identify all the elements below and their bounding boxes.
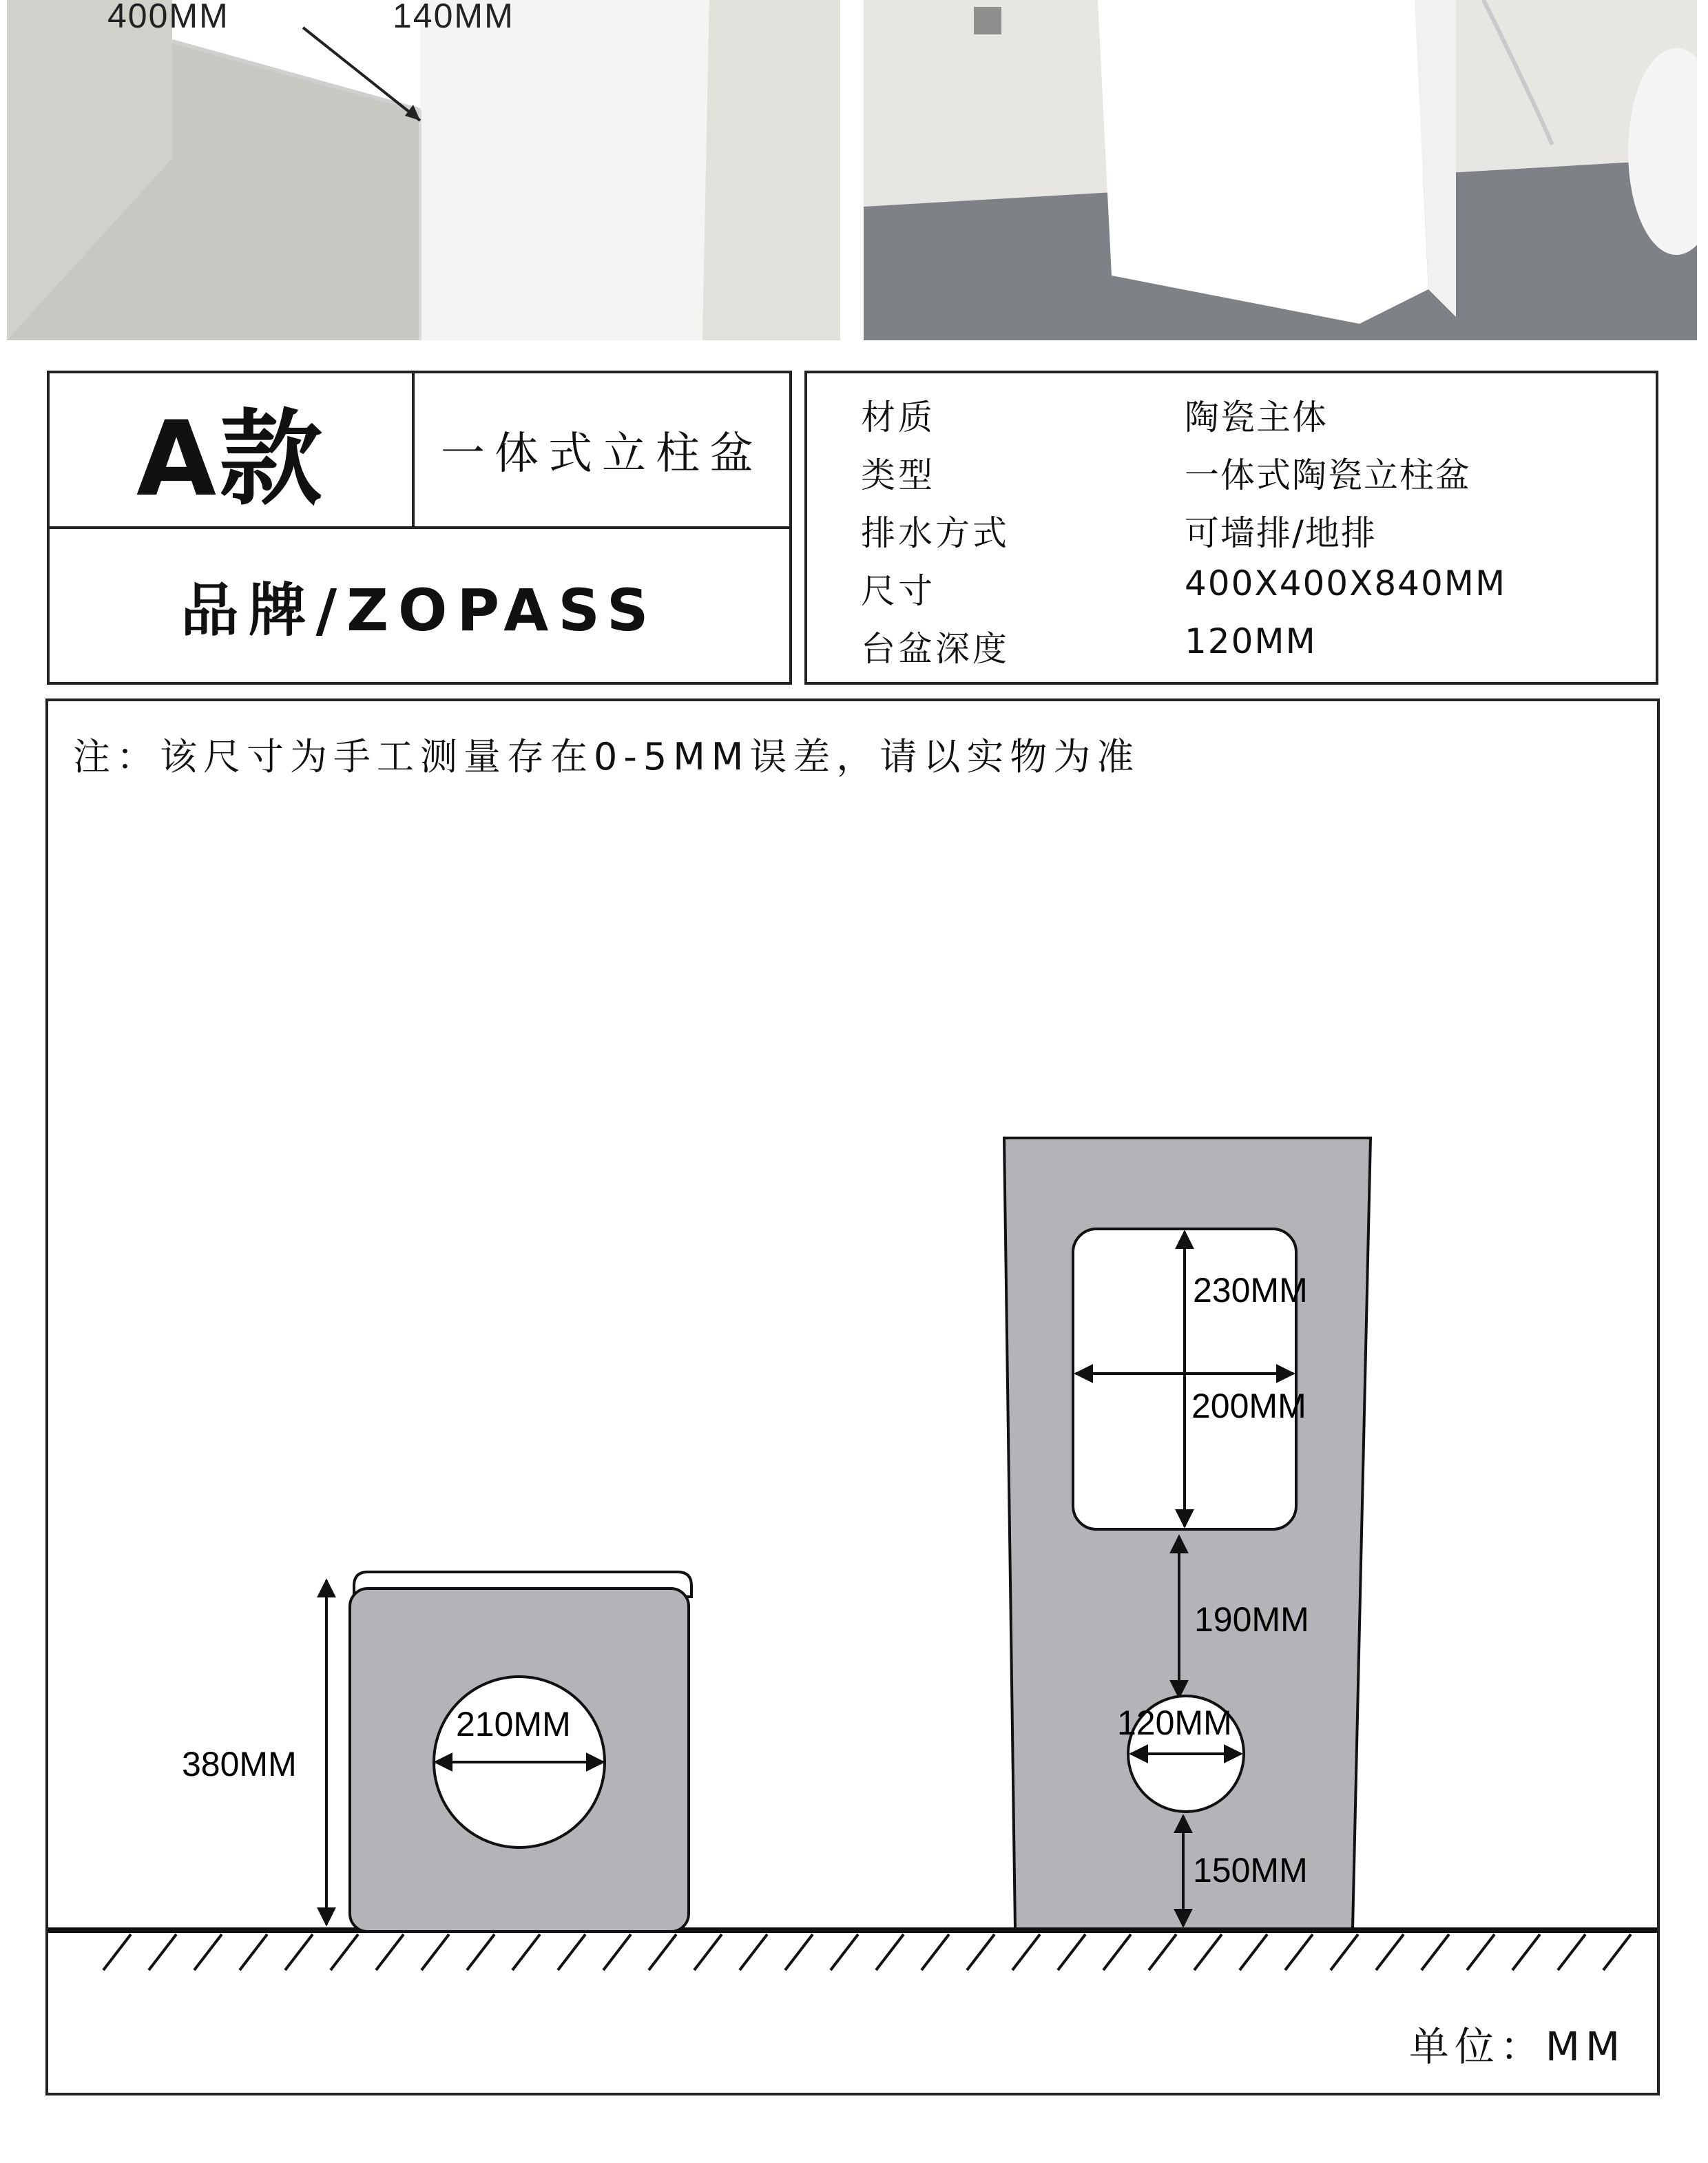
hatch-line: [1512, 1934, 1540, 1970]
hatch-line: [1467, 1934, 1494, 1970]
dim-gap: 190MM: [1194, 1600, 1309, 1639]
dim-pipe-hole: 120MM: [1117, 1704, 1232, 1742]
dim-access-height: 230MM: [1193, 1271, 1308, 1310]
dim-access-width: 200MM: [1191, 1387, 1306, 1425]
model-summary-table: [47, 371, 792, 685]
hatch-line: [285, 1934, 313, 1970]
model-code-cell: [50, 373, 415, 529]
spec-key: 台盆深度: [861, 629, 1010, 669]
spec-row: [807, 390, 1656, 448]
hatch-line: [1558, 1934, 1585, 1970]
dim-front-hole: 210MM: [456, 1705, 571, 1743]
pedestal-basin-illustration: [864, 0, 1697, 340]
floor-hatching: [103, 1934, 1631, 1970]
hatch-line: [921, 1934, 949, 1970]
hatch-line: [831, 1934, 858, 1970]
spec-key: 类型: [861, 455, 935, 495]
hatch-line: [603, 1934, 631, 1970]
model-type-cell: [415, 373, 789, 529]
product-photo-right: [864, 0, 1697, 340]
model-code: A款: [136, 400, 326, 519]
hatch-line: [1149, 1934, 1176, 1970]
spec-value: 可墙排/地排: [1185, 513, 1377, 553]
spec-value: 120MM: [1185, 621, 1317, 661]
product-photo-left: [7, 0, 840, 340]
hatch-line: [785, 1934, 813, 1970]
photo-dim-label-width: 400MM: [107, 0, 229, 35]
hatch-line: [240, 1934, 267, 1970]
hatch-line: [331, 1934, 358, 1970]
hatch-line: [1240, 1934, 1267, 1970]
hatch-line: [1058, 1934, 1085, 1970]
hatch-line: [1603, 1934, 1631, 1970]
hatch-line: [1103, 1934, 1131, 1970]
hatch-line: [694, 1934, 722, 1970]
hatch-line: [649, 1934, 676, 1970]
hatch-line: [1012, 1934, 1040, 1970]
spec-value: 一体式陶瓷立柱盆: [1185, 455, 1471, 495]
front-view-basin: [326, 1572, 691, 1932]
spec-row: [807, 506, 1656, 563]
hatch-line: [421, 1934, 449, 1970]
measurement-note: 注：该尺寸为手工测量存在0-5MM误差，请以实物为准: [73, 735, 1141, 778]
brand-name: 品牌/ZOPASS: [180, 576, 658, 644]
basin-corner-illustration: [7, 0, 840, 340]
pedestal-view: [1004, 1138, 1371, 1929]
model-type: 一体式立柱盆: [441, 428, 763, 479]
spec-table: [804, 371, 1658, 685]
dimension-drawing: [48, 701, 1657, 2093]
hatch-line: [1331, 1934, 1358, 1970]
dimension-drawing-panel: [45, 698, 1660, 2095]
spec-key: 排水方式: [861, 513, 1010, 553]
spec-key: 尺寸: [861, 571, 935, 611]
spec-key: 材质: [861, 397, 935, 437]
brand-cell: [50, 529, 789, 682]
spec-value: 400X400X840MM: [1185, 563, 1507, 603]
hatch-line: [740, 1934, 767, 1970]
hatch-line: [1421, 1934, 1449, 1970]
dim-front-height: 380MM: [182, 1745, 297, 1783]
hatch-line: [1285, 1934, 1313, 1970]
hatch-line: [1194, 1934, 1222, 1970]
hatch-line: [149, 1934, 176, 1970]
hatch-line: [876, 1934, 904, 1970]
spec-value: 陶瓷主体: [1185, 397, 1328, 437]
unit-label: 单位：MM: [1408, 2023, 1625, 2070]
hatch-line: [512, 1934, 540, 1970]
hatch-line: [558, 1934, 585, 1970]
dim-pipe-from-floor: 150MM: [1193, 1851, 1308, 1890]
photo-dim-label-depth: 140MM: [393, 0, 514, 35]
hatch-line: [467, 1934, 494, 1970]
spec-row: [807, 563, 1656, 621]
hatch-line: [967, 1934, 994, 1970]
hatch-line: [376, 1934, 404, 1970]
hatch-line: [103, 1934, 131, 1970]
spec-row: [807, 621, 1656, 679]
hatch-line: [1376, 1934, 1404, 1970]
hatch-line: [194, 1934, 222, 1970]
spec-row: [807, 448, 1656, 506]
